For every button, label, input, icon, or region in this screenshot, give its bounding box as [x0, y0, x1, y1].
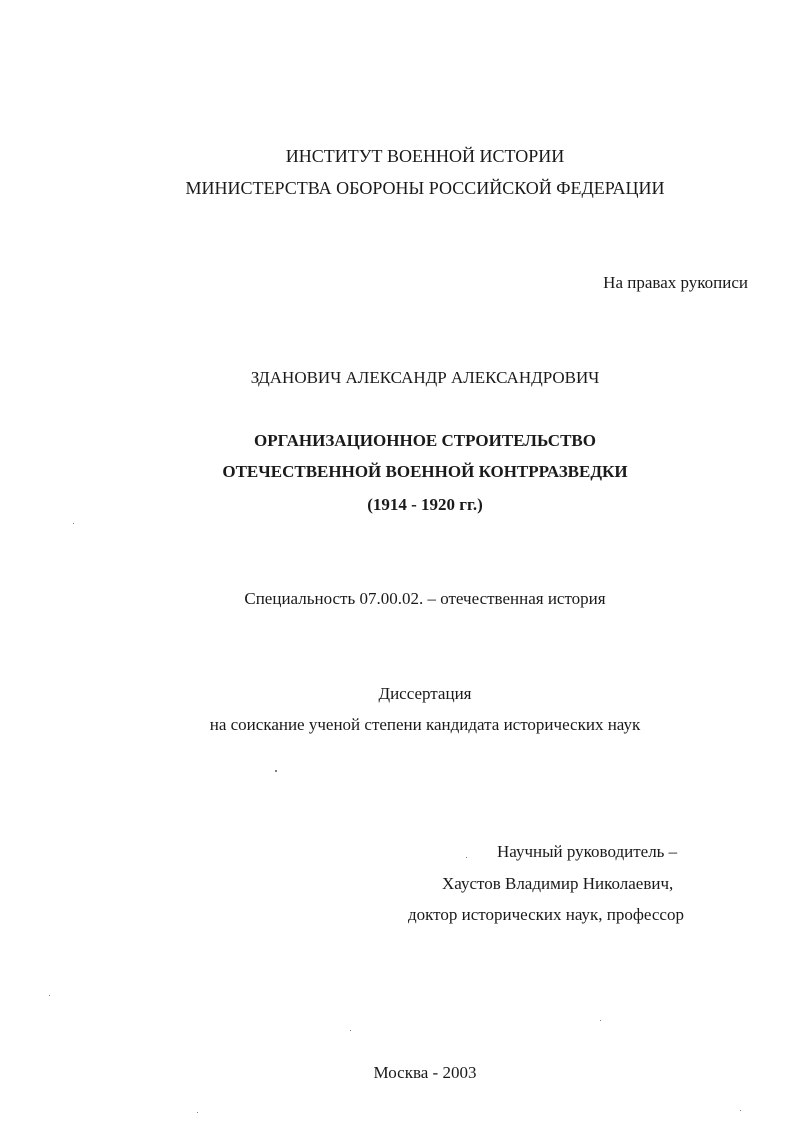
- scan-speck: [350, 1030, 351, 1031]
- place-and-year: Москва - 2003: [373, 1063, 477, 1082]
- dissertation-label: Диссертация: [378, 684, 472, 703]
- thesis-years: (1914 - 1920 гг.): [367, 495, 483, 514]
- institute-name: ИНСТИТУТ ВОЕННОЙ ИСТОРИИ: [285, 146, 565, 166]
- scan-speck: [49, 995, 50, 996]
- scan-speck: [73, 523, 74, 524]
- specialty: Специальность 07.00.02. – отечественная история: [244, 589, 606, 608]
- scan-speck: [600, 1020, 601, 1021]
- scan-speck: [466, 857, 467, 858]
- author-name: ЗДАНОВИЧ АЛЕКСАНДР АЛЕКСАНДРОВИЧ: [250, 368, 600, 387]
- supervisor-degree: доктор исторических наук, профессор: [408, 905, 684, 924]
- dissertation-purpose: на соискание ученой степени кандидата исторических наук: [209, 715, 641, 734]
- thesis-title-line-1: ОРГАНИЗАЦИОННОЕ СТРОИТЕЛЬСТВО: [254, 431, 596, 450]
- scan-speck: [197, 1112, 198, 1113]
- ministry-name: МИНИСТЕРСТВА ОБОРОНЫ РОССИЙСКОЙ ФЕДЕРАЦИИ: [185, 178, 665, 198]
- scan-speck: [275, 770, 277, 772]
- thesis-title-line-2: ОТЕЧЕСТВЕННОЙ ВОЕННОЙ КОНТРРАЗВЕДКИ: [222, 462, 628, 481]
- manuscript-note: На правах рукописи: [603, 273, 748, 292]
- scan-speck: [740, 1110, 741, 1111]
- supervisor-name: Хаустов Владимир Николаевич,: [442, 874, 674, 893]
- supervisor-role: Научный руководитель –: [497, 842, 678, 861]
